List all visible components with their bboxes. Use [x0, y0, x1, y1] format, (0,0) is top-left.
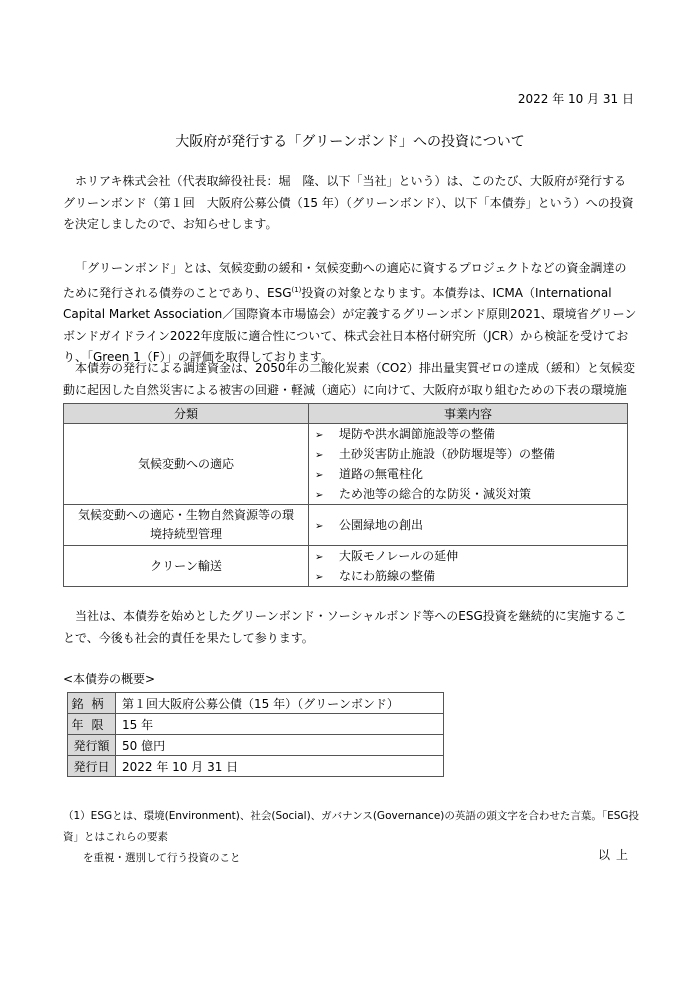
table-row — [68, 735, 444, 756]
footnote — [63, 806, 643, 869]
proceeds-text: 本債券の発行による調達資金は、2050年の二酸化炭素（CO2）排出量実質ゼロの達成（緩和）と気候変動に起因した自然災害による被害の回避・軽減（適応）に向けて、大阪府が取り組むための下表の環境施 — [63, 361, 636, 397]
arrow-bullet-icon: ➢ — [315, 552, 324, 563]
item-text: 公園緑地の創出 — [339, 518, 424, 532]
footnote-ref: (1) — [291, 285, 302, 294]
summary-label: <本債券の概要> — [63, 672, 156, 686]
table-row — [64, 505, 628, 546]
table-row — [64, 424, 628, 505]
row-items — [309, 505, 628, 546]
item-text: 堤防や洪水調節施設等の整備 — [339, 427, 496, 441]
table-row — [68, 714, 444, 735]
table-row — [68, 756, 444, 777]
definition-text-a: 「グリーンボンド」とは、気候変動の緩和・気候変動への適応に資するプロジェクトなどの資金調達のために発行される債券のことであり、ESG — [63, 261, 627, 300]
table-row — [64, 546, 628, 587]
row-items — [309, 546, 628, 587]
list-item — [315, 484, 627, 504]
summary-value: 50 億円 — [116, 735, 444, 756]
bond-summary-table — [67, 692, 444, 777]
table-header-row — [64, 404, 628, 424]
list-item — [315, 424, 627, 444]
arrow-bullet-icon: ➢ — [315, 521, 324, 532]
definition-text — [63, 258, 637, 369]
item-text: 大阪モノレールの延伸 — [339, 549, 459, 563]
arrow-bullet-icon: ➢ — [315, 572, 324, 583]
closing-text: 当社は、本債券を始めとしたグリーンボンド・ソーシャルボンド等へのESG投資を継続的に実施することで、今後も社会的責任を果たして参ります。 — [63, 609, 627, 645]
summary-key: 銘柄 — [68, 693, 116, 714]
summary-value: 15 年 — [116, 714, 444, 735]
document-date: 2022 年 10 月 31 日 — [517, 92, 634, 106]
table-row — [68, 693, 444, 714]
footnote-line: を重視・選別して行う投資のこと — [83, 852, 241, 864]
definition-text-b: 投資の対象となります。本債券は、ICMA（International Capital Market Association／国際資本市場協会）が定義するグリーンボンド原則2021、環境省グリーンボンドガイドライン2022年度版に適合性について、株式会社日本格付研究所（JCR）から検証を受けており、「Green 1（F）」の評価を取得しております。 — [63, 285, 637, 364]
summary-key: 年限 — [68, 714, 116, 735]
list-item — [315, 566, 627, 586]
document-title: 大阪府が発行する「グリーンボンド」への投資について — [175, 134, 525, 150]
list-item — [315, 444, 627, 464]
row-items — [309, 424, 628, 505]
arrow-bullet-icon: ➢ — [315, 490, 324, 501]
arrow-bullet-icon: ➢ — [315, 470, 324, 481]
header-category: 分類 — [64, 404, 309, 424]
summary-key: 発行日 — [68, 756, 116, 777]
header-content: 事業内容 — [309, 404, 628, 424]
row-category: クリーン輸送 — [64, 546, 309, 587]
item-text: ため池等の総合的な防災・減災対策 — [339, 487, 532, 501]
list-item — [315, 546, 627, 566]
summary-key: 発行額 — [68, 735, 116, 756]
closing-mark: 以上 — [597, 848, 634, 862]
item-text: 土砂災害防止施設（砂防堰堤等）の整備 — [339, 447, 556, 461]
list-item — [315, 464, 627, 484]
row-category: 気候変動への適応 — [64, 424, 309, 505]
environmental-measures-table — [63, 403, 628, 587]
green-bond-definition-paragraph — [63, 258, 637, 369]
closing-paragraph — [63, 606, 637, 649]
list-item — [315, 515, 627, 535]
arrow-bullet-icon: ➢ — [315, 430, 324, 441]
footnote-line: （1）ESGとは、環境(Environment)、社会(Social)、ガバナンス(Governance)の英語の頭文字を合わせた言葉。「ESG投資」とはこれらの要素 — [63, 810, 640, 843]
summary-value: 2022 年 10 月 31 日 — [116, 756, 444, 777]
intro-paragraph — [63, 171, 637, 236]
arrow-bullet-icon: ➢ — [315, 450, 324, 461]
summary-value: 第１回大阪府公募公債（15 年）（グリーンボンド） — [116, 693, 444, 714]
row-category: 気候変動への適応・生物自然資源等の環境持続型管理 — [64, 505, 309, 546]
intro-text: ホリアキ株式会社（代表取締役社長：堀 隆、以下「当社」という）は、このたび、大阪府が発行するグリーンボンド（第１回 大阪府公募公債（15 年）（グリーンボンド）、以下「本債券」という）への投資を決定しましたので、お知らせします。 — [63, 174, 634, 231]
item-text: 道路の無電柱化 — [339, 467, 424, 481]
item-text: なにわ筋線の整備 — [339, 569, 436, 583]
